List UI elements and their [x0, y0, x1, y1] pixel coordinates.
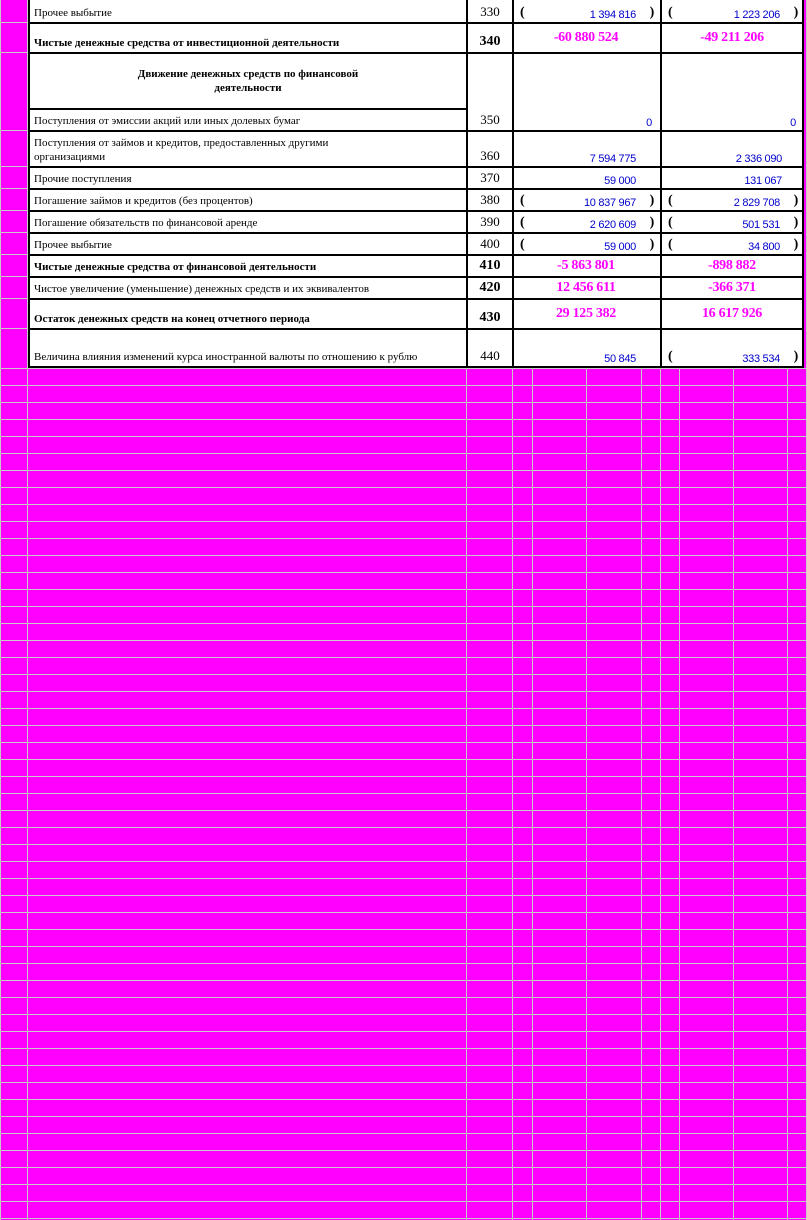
row-name: Поступления от эмиссии акций или иных долевых бумаг — [30, 110, 466, 130]
row-code: 350 — [468, 54, 512, 130]
row-code: 410 — [468, 256, 512, 276]
row-name: Чистое увеличение (уменьшение) денежных средств и их эквивалентов — [30, 278, 466, 298]
value-previous: -898 882 — [662, 256, 802, 276]
row-code: 370 — [468, 168, 512, 188]
row-code: 420 — [468, 278, 512, 298]
value-current: 29 125 382 — [514, 300, 658, 328]
row-code: 440 — [468, 330, 512, 366]
value-previous: ( 501 531 ) — [662, 212, 802, 232]
cash-flow-table — [28, 0, 804, 368]
value-current: 50 845 — [514, 330, 658, 366]
value-current: ( 1 394 816 ) — [514, 0, 658, 22]
row-code: 430 — [468, 300, 512, 328]
row-code: 340 — [468, 24, 512, 52]
row-name: Поступления от займов и кредитов, предоставленных другими организациями — [30, 132, 466, 166]
row-name: Прочие поступления — [30, 168, 466, 188]
section-header: Движение денежных средств по финансовой деятельности — [30, 54, 466, 108]
row-name: Погашение займов и кредитов (без процентов) — [30, 190, 466, 210]
value-previous: -49 211 206 — [662, 24, 802, 52]
value-current: 59 000 — [514, 168, 658, 188]
row-name: Погашение обязательств по финансовой аренде — [30, 212, 466, 232]
value-current: -5 863 801 — [514, 256, 658, 276]
value-previous: ( 34 800 ) — [662, 234, 802, 254]
value-current: -60 880 524 — [514, 24, 658, 52]
row-name: Прочее выбытие — [30, 0, 466, 22]
value-previous: 2 336 090 — [662, 132, 802, 166]
value-previous: ( 333 534 ) — [662, 330, 802, 366]
value-current: ( 2 620 609 ) — [514, 212, 658, 232]
row-code: 400 — [468, 234, 512, 254]
row-code: 360 — [468, 132, 512, 166]
row-name: Прочее выбытие — [30, 234, 466, 254]
row-code: 390 — [468, 212, 512, 232]
value-current: 12 456 611 — [514, 278, 658, 298]
value-previous: ( 1 223 206 ) — [662, 0, 802, 22]
value-previous: 0 — [662, 54, 802, 130]
value-previous: ( 2 829 708 ) — [662, 190, 802, 210]
value-previous: -366 371 — [662, 278, 802, 298]
row-code: 330 — [468, 0, 512, 22]
value-current: ( 10 837 967 ) — [514, 190, 658, 210]
value-previous: 16 617 926 — [662, 300, 802, 328]
row-name: Величина влияния изменений курса иностранной валюты по отношению к рублю — [30, 330, 466, 366]
value-current: 7 594 775 — [514, 132, 658, 166]
row-name: Чистые денежные средства от инвестиционной деятельности — [30, 24, 466, 52]
row-code: 380 — [468, 190, 512, 210]
value-current: ( 59 000 ) — [514, 234, 658, 254]
row-name: Чистые денежные средства от финансовой деятельности — [30, 256, 466, 276]
value-previous: 131 067 — [662, 168, 802, 188]
value-current: 0 — [514, 54, 658, 130]
row-name: Остаток денежных средств на конец отчетного периода — [30, 300, 466, 328]
